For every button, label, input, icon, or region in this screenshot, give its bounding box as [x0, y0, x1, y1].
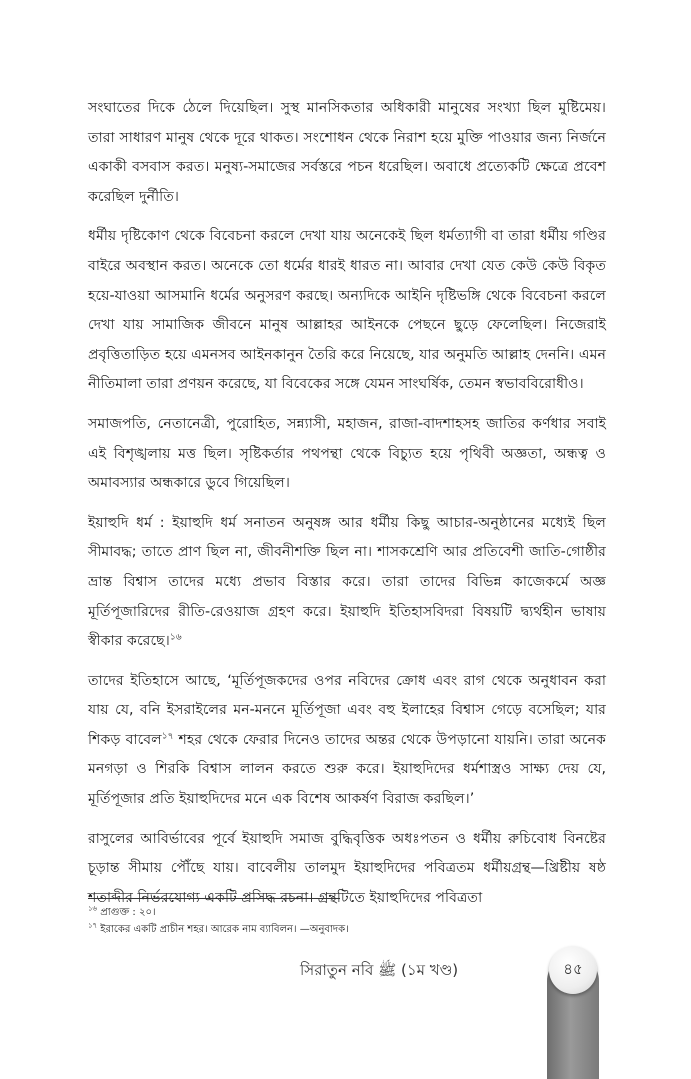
paragraph-4	[88, 509, 606, 657]
paragraph-2-text: ধর্মীয় দৃষ্টিকোণ থেকে বিবেচনা করলে দেখা যায় অনেকেই ছিল ধর্মত্যাগী বা তারা ধর্মীয় গণ্ডির বাইরে অবস্থান করত। অনেকে তো ধর্মের ধারই ধারত না। আবার দেখা যেত কেউ কেউ বিকৃত হয়ে-যাওয়া আসমানি ধর্মের অনুসরণ করছে। অন্যদিকে আইনি দৃষ্টিভঙ্গি থেকে বিবেচনা করলে দেখা যায় সামাজিক জীবনে মানুষ আল্লাহর আইনকে পেছনে ছুড়ে ফেলেছিল। নিজেরাই প্রবৃত্তিতাড়িত হয়ে এমনসব আইনকানুন তৈরি করে নিয়েছে, যার অনুমতি আল্লাহ দেননি। এমন নীতিমালা তারা প্রণয়ন করেছে, যা বিবেকের সঙ্গে যেমন সাংঘর্ষিক, তেমন স্বভাববিরোধীও।	[88, 228, 606, 393]
paragraph-3-text: সমাজপতি, নেতানেত্রী, পুরোহিত, সন্ন্যাসী, মহাজন, রাজা-বাদশাহসহ জাতির কর্ণধার সবাই এই বিশৃঙ্খলায় মত্ত ছিল। সৃষ্টিকর্তার পথপন্থা থেকে বিচ্যুত হয়ে পৃথিবী অজ্ঞতা, অন্ধত্ব ও অমাবস্যার অন্ধকারে ডুবে গিয়েছিল।	[88, 415, 606, 492]
footnote-text: ইরাকের একটি প্রাচীন শহর। আরেক নাম ব্যাবিলন। —অনুবাদক।	[97, 924, 349, 935]
book-title: সিরাতুন নবি ﷺ (১ম খণ্ড)	[300, 961, 459, 979]
footnote-marker: ১৭	[88, 921, 98, 930]
paragraph-5-text: তাদের ইতিহাসে আছে, ‘মূর্তিপূজকদের ওপর নবিদের ক্রোধ এবং রাগ থেকে অনুধাবন করা যায় যে, বনি ইসরাইলের মন-মননে মূর্তিপূজা এবং বহু ইলাহের বিশ্বাস গেড়ে বসেছিল; যার শিকড় বাবেল	[88, 672, 606, 748]
footnote-17	[88, 921, 608, 938]
paragraph-6	[88, 825, 606, 914]
paragraph-5	[88, 667, 606, 815]
footnote-marker: ১৬	[88, 904, 98, 913]
paragraph-1	[88, 94, 606, 212]
footnote-divider	[88, 898, 340, 899]
footnote-text: প্রাগুক্ত : ২০।	[97, 907, 156, 918]
paragraph-4-text: ইয়াহুদি ধর্ম : ইয়াহুদি ধর্ম সনাতন অনুষঙ্গ আর ধর্মীয় কিছু আচার-অনুষ্ঠানের মধ্যেই ছিল সীমাবদ্ধ; তাতে প্রাণ ছিল না, জীবনীশক্তি ছিল না। শাসকশ্রেণি আর প্রতিবেশী জাতি-গোষ্ঠীর ভ্রান্ত বিশ্বাস তাদের মধ্যে প্রভাব বিস্তার করে। তারা তাদের বিভিন্ন কাজেকর্মে অজ্ঞ মূর্তিপূজারিদের রীতি-রেওয়াজ গ্রহণ করে। ইয়াহুদি ইতিহাসবিদরা বিষয়টি দ্ব্যর্থহীন ভাষায় স্বীকার করেছে।	[88, 514, 606, 650]
footnote-ref-17: ১৭	[161, 731, 174, 742]
paragraph-5-tail: শহর থেকে ফেরার দিনেও তাদের অন্তর থেকে উপড়ানো যায়নি। তারা অনেক মনগড়া ও শিরকি বিশ্বাস লালন করতে শুরু করে। ইয়াহুদিদের ধর্মশাস্ত্রও সাক্ষ্য দেয় যে, মূর্তিপূজার প্রতি ইয়াহুদিদের মনে এক বিশেষ আকর্ষণ বিরাজ করছিল।’	[88, 731, 606, 808]
paragraph-1-text: সংঘাতের দিকে ঠেলে দিয়েছিল। সুস্থ মানসিকতার অধিকারী মানুষের সংখ্যা ছিল মুষ্টিমেয়। তারা সাধারণ মানুষ থেকে দূরে থাকত। সংশোধন থেকে নিরাশ হয়ে মুক্তি পাওয়ার জন্য নির্জনে একাকী বসবাস করত। মনুষ্য-সমাজের সর্বস্তরে পচন ধরেছিল। অবাধে প্রত্যেকটি ক্ষেত্রে প্রবেশ করেছিল দুর্নীতি।	[88, 100, 606, 205]
paragraph-6-text: রাসুলের আবির্ভাবের পূর্বে ইয়াহুদি সমাজ বুদ্ধিবৃত্তিক অধঃপতন ও ধর্মীয় রুচিবোধ বিনষ্টের চূড়ান্ত সীমায় পৌঁছে যায়। বাবেলীয় তালমুদ ইয়াহুদিদের পবিত্রতম ধর্মীয়গ্রন্থ—খ্রিষ্টীয় ষষ্ঠ শতাব্দীর নির্ভরযোগ্য একটি প্রসিদ্ধ রচনা। গ্রন্থটিতে ইয়াহুদিদের পবিত্রতা	[88, 830, 606, 906]
footnotes	[88, 904, 608, 938]
page-number-badge	[549, 946, 597, 994]
footnote-ref-16: ১৬	[169, 632, 182, 643]
paragraph-3	[88, 410, 606, 499]
page-number: ৪৫	[563, 959, 583, 978]
body-text	[88, 94, 606, 923]
paragraph-2	[88, 222, 606, 400]
footnote-16	[88, 904, 608, 921]
